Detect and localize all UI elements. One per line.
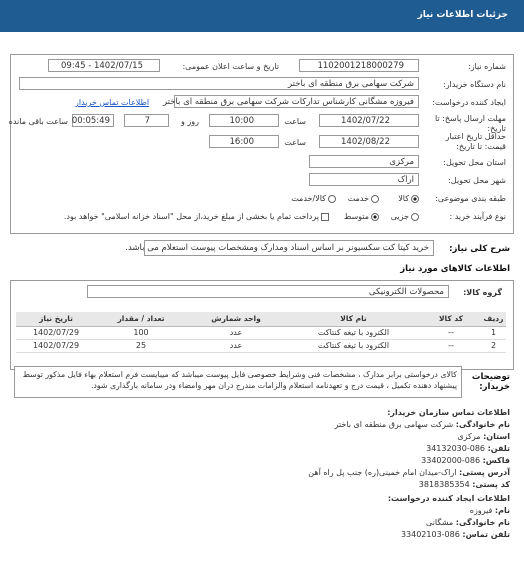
validity-time-field: 16:00: [209, 135, 279, 148]
requester-label: ایجاد کننده درخواست:: [432, 98, 506, 107]
table-row: 2 -- الکترود با تیغه کنتاکت عدد 25 1402/07/29: [16, 339, 506, 352]
days-field: 7: [124, 114, 169, 127]
reply-deadline-label: مهلت ارسال پاسخ: تا تاریخ:: [434, 114, 506, 133]
page-title: جزئیات اطلاعات نیاز: [417, 10, 508, 20]
process-option-minor[interactable]: جزیی: [391, 212, 419, 221]
general-desc-label: شرح کلی نیاز:: [449, 244, 510, 254]
buyer-notes-label: توضیحات خریدار:: [471, 372, 510, 392]
contact-row: نام خانوادگی: مشگانی: [426, 518, 510, 527]
contact-row: استان: مرکزی: [457, 432, 510, 441]
col-date: تاریخ نیاز: [16, 312, 96, 326]
radio-icon: [411, 213, 419, 221]
announce-datetime-field: 1402/07/15 - 09:45: [48, 59, 160, 72]
contact-row: آدرس پستی: اراک-میدان امام خمینی(ره) جنب پل راه آهن: [308, 468, 510, 477]
province-label: استان محل تحویل:: [443, 158, 506, 167]
col-unit: واحد شمارش: [186, 312, 286, 326]
contact-row: فاکس: 086-33402000: [421, 456, 510, 465]
province-field: مرکزی: [309, 155, 419, 168]
category-option-goods[interactable]: کالا: [398, 194, 419, 203]
reply-time-label: ساعت: [284, 117, 306, 126]
requester-field: فیروزه مشگانی کارشناس تدارکات شرکت سهامی برق منطقه ای باختر: [174, 95, 419, 108]
validity-time-label: ساعت: [284, 138, 306, 147]
checkbox-icon[interactable]: [321, 213, 329, 221]
buyer-name-field: شرکت سهامی برق منطقه ای باختر: [19, 77, 419, 90]
goods-info-title: اطلاعات کالاهای مورد نیاز: [400, 264, 510, 274]
radio-selected-icon: [371, 213, 379, 221]
radio-selected-icon: [411, 195, 419, 203]
goods-group-field: محصولات الکترونیکی: [87, 285, 449, 298]
contact-row: اطلاعات ایجاد کننده درخواست:: [387, 494, 510, 503]
goods-table: [16, 312, 506, 353]
category-label: طبقه بندی موضوعی:: [435, 194, 506, 203]
general-desc-field: خرید کیتا کت سکسیونر بر اساس اسناد ومدارک ومشخصات پیوست استعلام می باشد.: [144, 240, 434, 256]
announce-datetime-label: تاریخ و ساعت اعلان عمومی:: [182, 62, 279, 71]
need-number-label: شماره نیاز:: [468, 62, 506, 71]
payment-note: پرداخت تمام یا بخشی از مبلغ خرید،از محل "اسناد خزانه اسلامی" خواهد بود.: [64, 212, 329, 221]
category-option-both[interactable]: کالا/خدمت: [291, 194, 336, 203]
contact-row: نام خانوادگی: شرکت سهامی برق منطقه ای باختر: [334, 420, 510, 429]
reply-date-field: 1402/07/22: [319, 114, 419, 127]
city-field: اراک: [309, 173, 419, 186]
buyer-contact-link[interactable]: اطلاعات تماس خریدار: [75, 98, 150, 107]
contact-title: اطلاعات تماس سازمان خریدار:: [387, 408, 510, 417]
table-header-row: [16, 312, 506, 326]
col-code: کد کالا: [421, 312, 481, 326]
radio-icon: [371, 195, 379, 203]
goods-group-label: گروه کالا:: [463, 288, 502, 297]
process-option-medium[interactable]: متوسط: [344, 212, 379, 221]
process-label: نوع فرآیند خرید :: [449, 212, 506, 221]
col-qty: تعداد / مقدار: [96, 312, 186, 326]
price-validity-label: حداقل تاریخ اعتبار قیمت: تا تاریخ:: [445, 132, 506, 151]
col-name: نام کالا: [286, 312, 421, 326]
buyer-name-label: نام دستگاه خریدار:: [443, 80, 506, 89]
category-option-service[interactable]: خدمت: [348, 194, 379, 203]
contact-row: کد پستی: 3818385354: [418, 480, 510, 489]
remaining-time-field: 00:05:49: [72, 114, 114, 127]
buyer-notes-field: کالای درخواستی برابر مدارک ، مشخصات فنی وشرایط خصوصی فایل پیوست میباشد که میبایست فرم استعلام بهاء فایل مذکور توسط پیشنهاد دهنده تکمیل ، قیمت درج و تعهدنامه استعلام والزامات مندرج دران مهر وامضاء ودر سامانه بارگذاری شود.: [14, 366, 462, 398]
contact-row: نام: فیروزه: [469, 506, 510, 515]
need-number-field: 1102001218000279: [299, 59, 419, 72]
time-remaining-label: ساعت باقی مانده: [8, 117, 68, 126]
radio-icon: [328, 195, 336, 203]
validity-date-field: 1402/08/22: [319, 135, 419, 148]
contact-row: تلفن تماس: 086-33402103: [400, 530, 510, 539]
col-row: ردیف: [481, 312, 506, 326]
header-bar: [0, 0, 524, 32]
city-label: شهر محل تحویل:: [448, 176, 506, 185]
table-row: 1 -- الکترود با تیغه کنتاکت عدد 100 1402/07/29: [16, 326, 506, 339]
reply-time-field: 10:00: [209, 114, 279, 127]
days-label: روز و: [181, 117, 199, 126]
contact-row: تلفن: 086-34132030: [426, 444, 510, 453]
